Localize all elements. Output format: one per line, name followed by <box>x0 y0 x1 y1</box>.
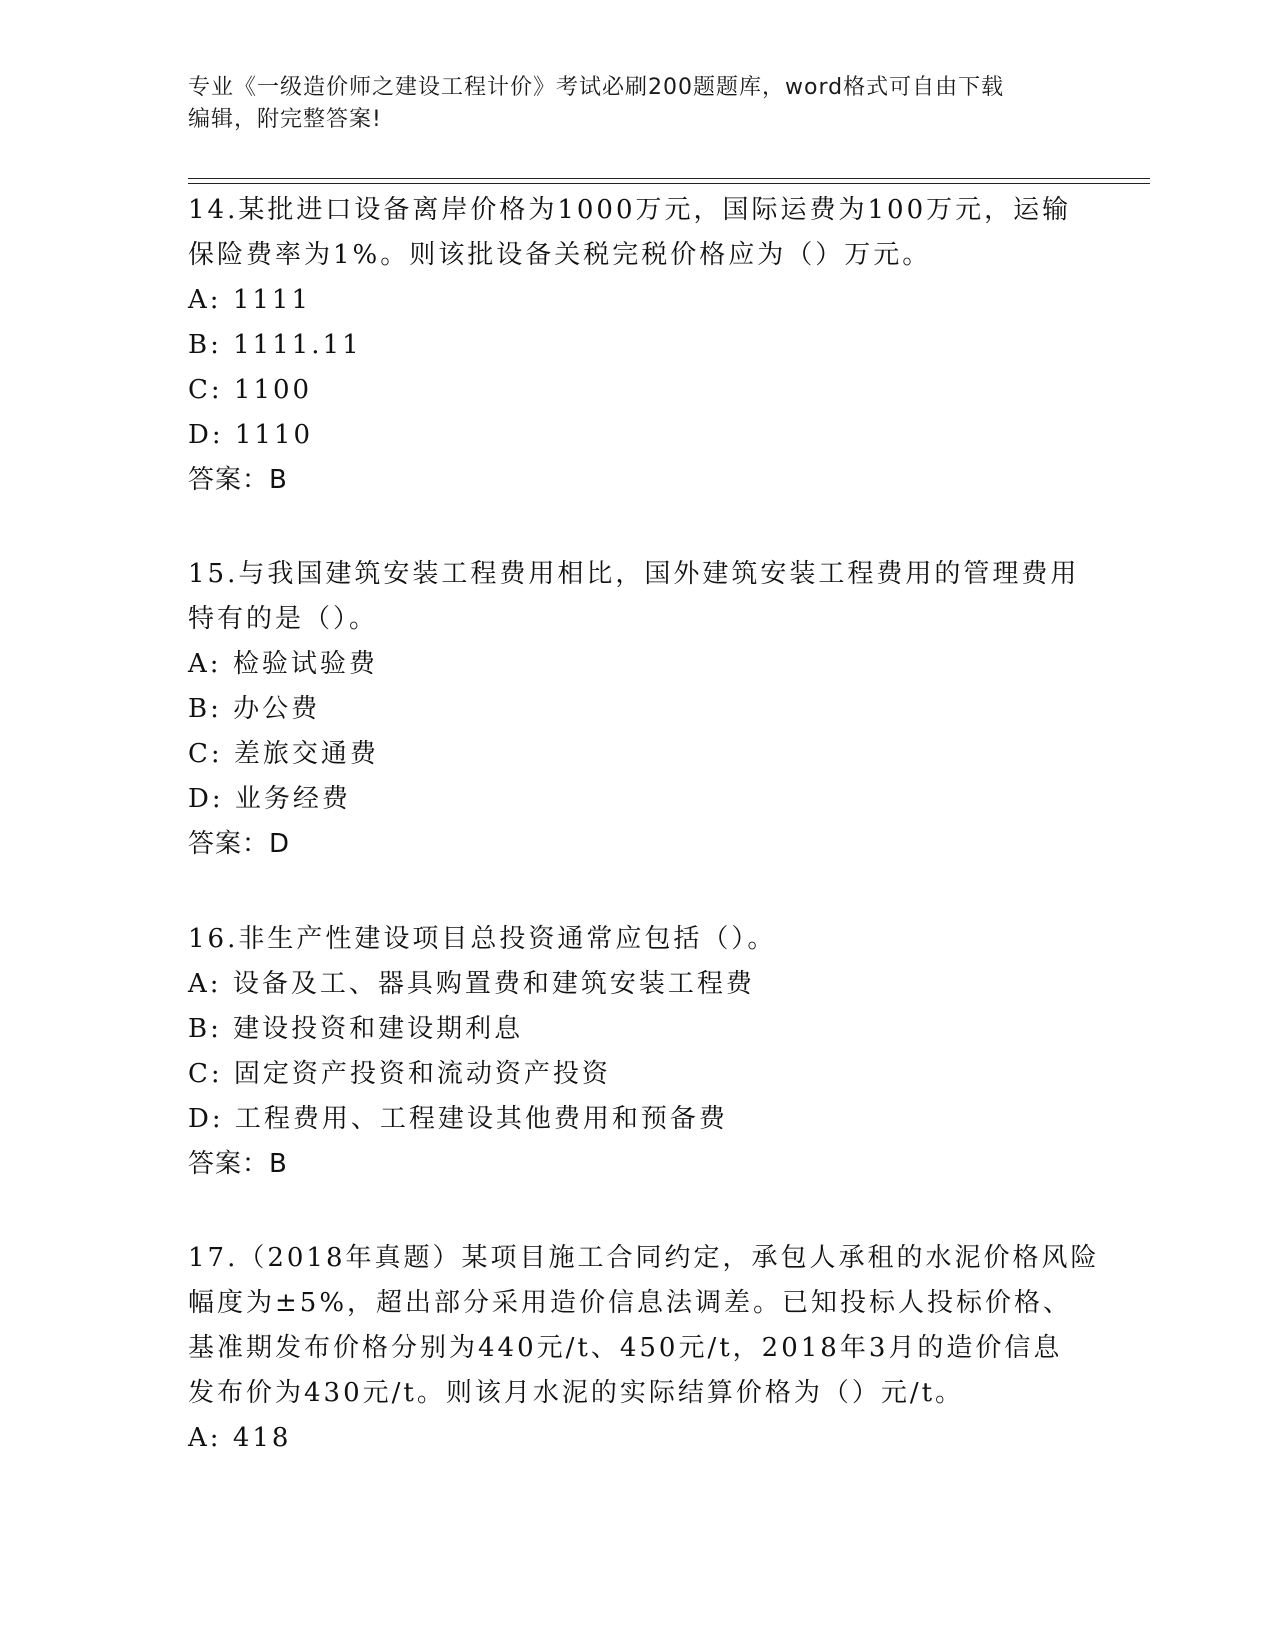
option-text: 建设投资和建设期利息 <box>233 1014 524 1044</box>
option-b <box>188 687 1088 732</box>
answer-line: 答案：B <box>188 1149 288 1179</box>
option-d <box>188 413 1088 458</box>
option-letter: D: <box>188 420 224 450</box>
question-text-line: 幅度为±5%，超出部分采用造价信息法调差。已知投标人投标价格、 <box>188 1288 1073 1318</box>
option-a <box>188 278 1088 323</box>
option-d <box>188 777 1088 822</box>
option-d <box>188 1097 1088 1142</box>
option-text: 工程费用、工程建设其他费用和预备费 <box>234 1104 728 1134</box>
answer-line: 答案：D <box>188 829 291 859</box>
option-text: 办公费 <box>233 694 321 724</box>
option-a <box>188 642 1088 687</box>
option-text: 差旅交通费 <box>233 739 379 769</box>
option-letter: A: <box>188 649 222 679</box>
option-text: 1100 <box>233 375 313 405</box>
option-b <box>188 323 1088 368</box>
option-c <box>188 732 1088 777</box>
answer-line: 答案：B <box>188 465 288 495</box>
option-c <box>188 1052 1088 1097</box>
question-text-line: 特有的是（）。 <box>188 604 379 634</box>
question-14 <box>188 188 1088 503</box>
option-letter: D: <box>188 784 224 814</box>
header-line-1: 专业《一级造价师之建设工程计价》考试必刷200题题库，word格式可自由下载 <box>188 75 1005 100</box>
header-divider-top <box>188 178 1150 179</box>
option-letter: C: <box>188 739 223 769</box>
option-text: 418 <box>232 1423 292 1453</box>
option-letter: A: <box>188 285 222 315</box>
option-text: 设备及工、器具购置费和建筑安装工程费 <box>232 969 755 999</box>
question-17 <box>188 1236 1100 1461</box>
question-text-line: 15.与我国建筑安装工程费用相比，国外建筑安装工程费用的管理费用 <box>188 559 1080 589</box>
question-16 <box>188 917 1088 1187</box>
option-letter: A: <box>188 969 222 999</box>
option-c <box>188 368 1088 413</box>
option-letter: A: <box>188 1423 222 1453</box>
option-letter: B: <box>188 1014 222 1044</box>
header-divider-bottom <box>188 183 1150 184</box>
question-text-line: 17.（2018年真题）某项目施工合同约定，承包人承租的水泥价格风险 <box>188 1243 1100 1273</box>
option-text: 固定资产投资和流动资产投资 <box>233 1059 611 1089</box>
option-b <box>188 1007 1088 1052</box>
option-letter: B: <box>188 694 222 724</box>
option-letter: C: <box>188 1059 223 1089</box>
question-15 <box>188 552 1088 867</box>
option-text: 1111 <box>232 285 311 315</box>
option-letter: B: <box>188 330 222 360</box>
option-letter: C: <box>188 375 223 405</box>
option-text: 检验试验费 <box>232 649 378 679</box>
question-text-line: 14.某批进口设备离岸价格为1000万元，国际运费为100万元，运输 <box>188 195 1072 225</box>
question-text-line: 16.非生产性建设项目总投资通常应包括（）。 <box>188 924 777 954</box>
option-a <box>188 1416 1088 1461</box>
document-header <box>188 72 1088 136</box>
option-text: 1110 <box>234 420 314 450</box>
option-a <box>188 962 1088 1007</box>
question-text-line: 保险费率为1%。则该批设备关税完税价格应为（）万元。 <box>188 240 932 270</box>
option-letter: D: <box>188 1104 224 1134</box>
option-text: 业务经费 <box>234 784 351 814</box>
question-text-line: 基准期发布价格分别为440元/t、450元/t，2018年3月的造价信息 <box>188 1333 1063 1363</box>
option-text: 1111.11 <box>233 330 362 360</box>
header-line-2: 编辑，附完整答案! <box>188 107 382 132</box>
question-text-line: 发布价为430元/t。则该月水泥的实际结算价格为（）元/t。 <box>188 1378 965 1408</box>
